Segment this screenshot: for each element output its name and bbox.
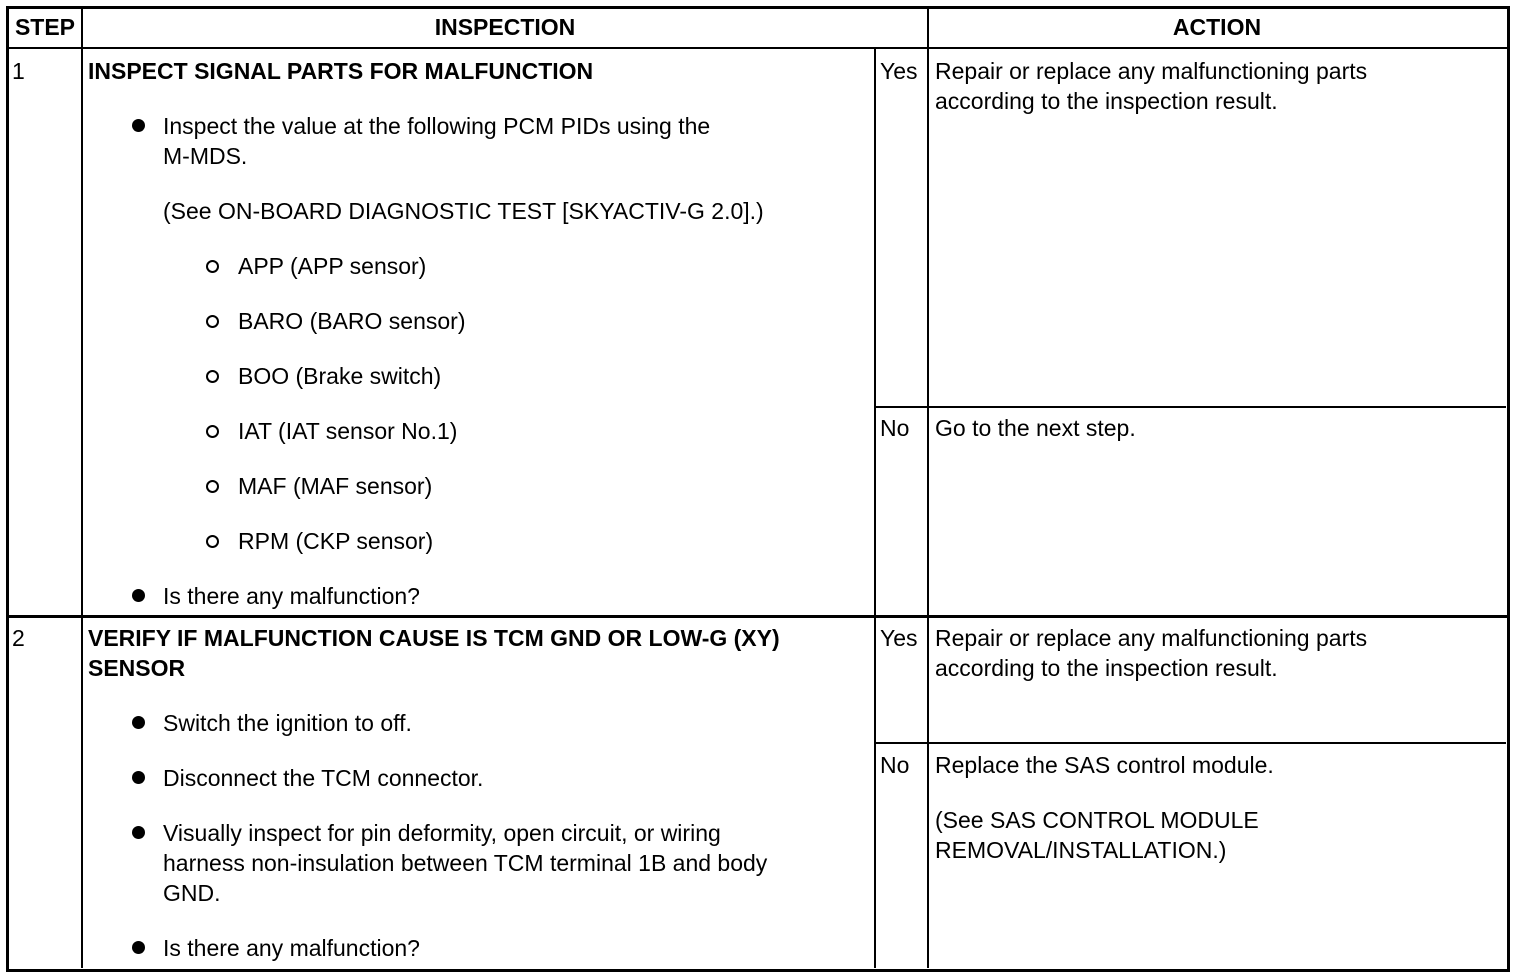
sub-bullet-icon <box>206 260 219 273</box>
step-instruction: Inspect the value at the following PCM PIDs using the <box>163 113 711 139</box>
bullet-icon <box>132 716 145 729</box>
result-yes: Yes <box>880 58 918 84</box>
step-instruction-continued: harness non-insulation between TCM terminal 1B and body <box>163 850 768 876</box>
step-number: 1 <box>12 58 25 84</box>
header-step: STEP <box>14 14 76 40</box>
action-reference: (See SAS CONTROL MODULE <box>935 807 1259 833</box>
step-instruction-continued: GND. <box>163 880 221 906</box>
sub-bullet-icon <box>206 425 219 438</box>
pid-item: APP (APP sensor) <box>238 253 427 279</box>
header-action: ACTION <box>1172 14 1262 40</box>
bullet-icon <box>132 589 145 602</box>
step-question: Is there any malfunction? <box>163 935 420 961</box>
bullet-icon <box>132 771 145 784</box>
action-text: Go to the next step. <box>935 415 1136 441</box>
step-instruction: Disconnect the TCM connector. <box>163 765 484 791</box>
action-text: Replace the SAS control module. <box>935 752 1274 778</box>
step-divider <box>6 615 1510 618</box>
reference-text: (See ON-BOARD DIAGNOSTIC TEST [SKYACTIV-G 2.0].) <box>163 198 764 224</box>
pid-item: RPM (CKP sensor) <box>238 528 434 554</box>
step-title: INSPECT SIGNAL PARTS FOR MALFUNCTION <box>88 58 594 84</box>
step-number: 2 <box>12 625 25 651</box>
step-column-divider <box>81 6 83 968</box>
result-column-divider <box>874 48 876 968</box>
action-text: Repair or replace any malfunctioning parts <box>935 58 1368 84</box>
pid-item: BARO (BARO sensor) <box>238 308 466 334</box>
step-question: Is there any malfunction? <box>163 583 420 609</box>
bullet-icon <box>132 119 145 132</box>
result-no: No <box>880 752 910 778</box>
header-divider <box>6 47 1510 49</box>
action-text: Repair or replace any malfunctioning parts <box>935 625 1368 651</box>
step-instruction-continued: M-MDS. <box>163 143 248 169</box>
header-inspection: INSPECTION <box>434 14 576 40</box>
step-title: VERIFY IF MALFUNCTION CAUSE IS TCM GND OR LOW-G (XY) <box>88 625 780 651</box>
sub-bullet-icon <box>206 370 219 383</box>
result-yes: Yes <box>880 625 918 651</box>
action-text-continued: according to the inspection result. <box>935 88 1278 114</box>
pid-item: IAT (IAT sensor No.1) <box>238 418 458 444</box>
bullet-icon <box>132 941 145 954</box>
pid-item: BOO (Brake switch) <box>238 363 442 389</box>
step-instruction: Switch the ignition to off. <box>163 710 412 736</box>
pid-item: MAF (MAF sensor) <box>238 473 433 499</box>
bullet-icon <box>132 826 145 839</box>
step-instruction: Visually inspect for pin deformity, open circuit, or wiring <box>163 820 721 846</box>
step-title-continued: SENSOR <box>88 655 186 681</box>
step1-yes-no-divider <box>874 406 1506 408</box>
step2-yes-no-divider <box>874 742 1506 744</box>
action-reference-continued: REMOVAL/INSTALLATION.) <box>935 837 1227 863</box>
sub-bullet-icon <box>206 480 219 493</box>
result-no: No <box>880 415 910 441</box>
action-text-continued: according to the inspection result. <box>935 655 1278 681</box>
sub-bullet-icon <box>206 315 219 328</box>
action-column-divider <box>927 6 929 968</box>
sub-bullet-icon <box>206 535 219 548</box>
